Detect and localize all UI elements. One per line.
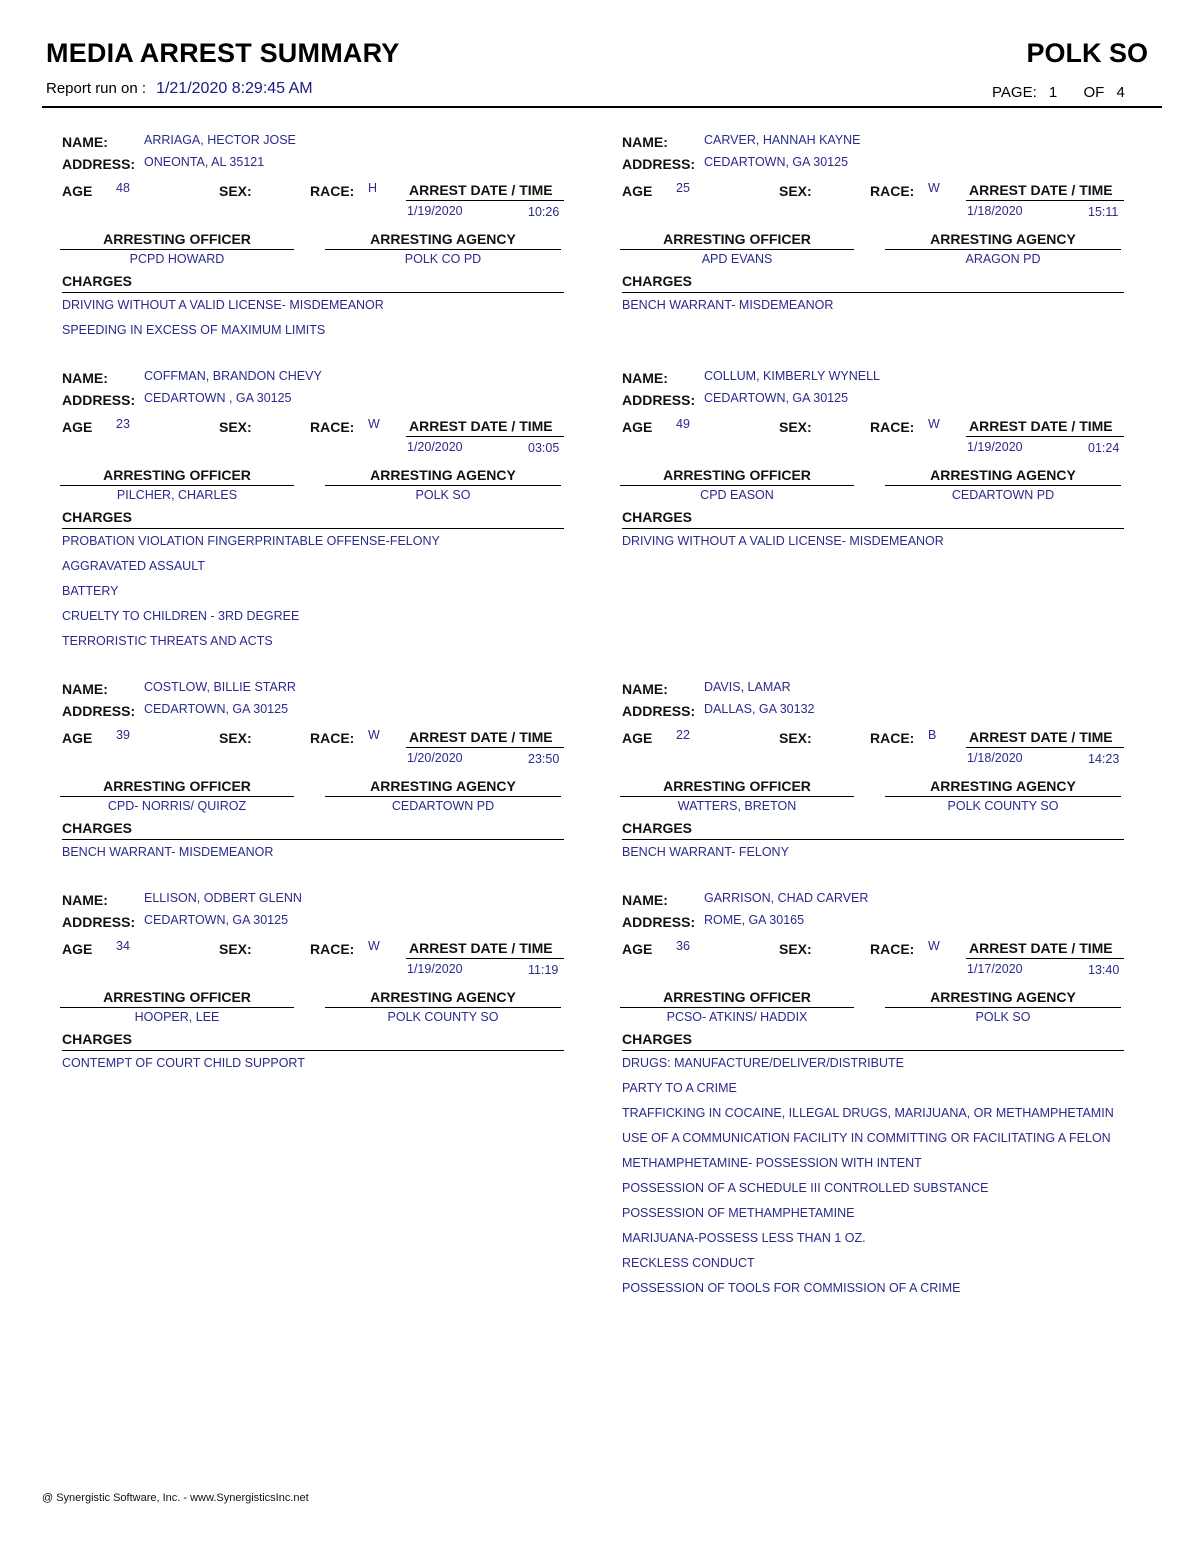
agency-title: POLK SO — [1026, 38, 1148, 68]
address-label: ADDRESS: — [62, 156, 136, 172]
age-label: AGE — [622, 730, 653, 746]
arresting-agency-label: ARRESTING AGENCY — [370, 467, 516, 483]
charge-item: TERRORISTIC THREATS AND ACTS — [62, 634, 273, 648]
officer-divider — [60, 485, 294, 486]
charge-item: PROBATION VIOLATION FINGERPRINTABLE OFFENSE-FELONY — [62, 534, 440, 548]
officer-divider — [60, 249, 294, 250]
charge-item: MARIJUANA-POSSESS LESS THAN 1 OZ. — [622, 1231, 866, 1245]
officer-divider — [620, 485, 854, 486]
age-value: 25 — [676, 181, 690, 195]
age-value: 22 — [676, 728, 690, 742]
name-label: NAME: — [62, 370, 108, 386]
arresting-agency-label: ARRESTING AGENCY — [930, 778, 1076, 794]
arrest-date: 1/19/2020 — [407, 962, 463, 976]
arrest-record — [622, 677, 1127, 877]
address-value: DALLAS, GA 30132 — [704, 702, 815, 716]
page-label: PAGE: — [992, 84, 1037, 101]
arrest-record — [62, 130, 567, 337]
charges-list — [622, 1056, 1162, 1306]
race-label: RACE: — [870, 183, 915, 199]
arrest-date-divider — [406, 747, 564, 748]
arrest-date-divider — [966, 747, 1124, 748]
charges-divider — [622, 528, 1124, 529]
arrest-time: 14:23 — [1088, 752, 1120, 766]
arrest-time: 13:40 — [1088, 963, 1120, 977]
address-value: CEDARTOWN , GA 30125 — [144, 391, 292, 405]
arresting-officer-value: PCPD HOWARD — [129, 252, 225, 266]
arresting-officer-value: WATTERS, BRETON — [677, 799, 797, 813]
charges-label: CHARGES — [62, 273, 133, 289]
race-label: RACE: — [310, 419, 355, 435]
agency-divider — [325, 485, 561, 486]
agency-divider — [325, 1007, 561, 1008]
age-value: 23 — [116, 417, 130, 431]
race-value: H — [368, 181, 378, 195]
name-label: NAME: — [622, 681, 668, 697]
address-value: CEDARTOWN, GA 30125 — [704, 391, 849, 405]
race-label: RACE: — [870, 941, 915, 957]
race-label: RACE: — [310, 941, 355, 957]
charge-item: BATTERY — [62, 584, 119, 598]
arresting-agency-value: ARAGON PD — [965, 252, 1041, 266]
sex-label: SEX: — [219, 183, 252, 199]
sex-label: SEX: — [779, 183, 812, 199]
arrest-date-time-label: ARREST DATE / TIME — [969, 729, 1113, 745]
address-label: ADDRESS: — [62, 914, 136, 930]
name-label: NAME: — [622, 134, 668, 150]
arresting-officer-label: ARRESTING OFFICER — [103, 778, 251, 794]
arresting-agency-value: CEDARTOWN PD — [391, 799, 495, 813]
charges-list — [62, 534, 602, 659]
name-value: ELLISON, ODBERT GLENN — [144, 891, 302, 905]
arresting-officer-label: ARRESTING OFFICER — [663, 467, 811, 483]
officer-divider — [620, 1007, 854, 1008]
name-value: COLLUM, KIMBERLY WYNELL — [704, 369, 880, 383]
charges-divider — [622, 292, 1124, 293]
arrest-date: 1/20/2020 — [407, 751, 463, 765]
arrest-date-divider — [406, 436, 564, 437]
name-value: CARVER, HANNAH KAYNE — [704, 133, 861, 147]
name-label: NAME: — [62, 681, 108, 697]
charge-item: CRUELTY TO CHILDREN - 3RD DEGREE — [62, 609, 300, 623]
race-label: RACE: — [870, 730, 915, 746]
sex-label: SEX: — [779, 419, 812, 435]
arrest-date-divider — [966, 200, 1124, 201]
charge-item: DRIVING WITHOUT A VALID LICENSE- MISDEMEANOR — [622, 534, 944, 548]
address-label: ADDRESS: — [622, 914, 696, 930]
charge-item: POSSESSION OF METHAMPHETAMINE — [622, 1206, 855, 1220]
charge-item: BENCH WARRANT- MISDEMEANOR — [622, 298, 834, 312]
race-value: W — [928, 417, 940, 431]
arrest-date-divider — [966, 436, 1124, 437]
charge-item: CONTEMPT OF COURT CHILD SUPPORT — [62, 1056, 305, 1070]
name-value: ARRIAGA, HECTOR JOSE — [144, 133, 296, 147]
race-label: RACE: — [870, 419, 915, 435]
arrest-time: 01:24 — [1088, 441, 1120, 455]
age-value: 39 — [116, 728, 130, 742]
arrest-record — [62, 677, 567, 877]
race-value: W — [928, 939, 940, 953]
race-label: RACE: — [310, 183, 355, 199]
page-number: 1 — [1048, 84, 1058, 101]
age-label: AGE — [622, 419, 653, 435]
charge-item: BENCH WARRANT- FELONY — [622, 845, 789, 859]
name-value: COFFMAN, BRANDON CHEVY — [144, 369, 322, 383]
sex-label: SEX: — [779, 941, 812, 957]
arrest-time: 10:26 — [528, 205, 560, 219]
sex-label: SEX: — [219, 419, 252, 435]
arresting-agency-label: ARRESTING AGENCY — [930, 989, 1076, 1005]
arresting-officer-label: ARRESTING OFFICER — [663, 989, 811, 1005]
race-value: W — [368, 939, 380, 953]
arrest-date-time-label: ARREST DATE / TIME — [969, 418, 1113, 434]
arrest-record — [62, 366, 567, 648]
age-label: AGE — [622, 941, 653, 957]
officer-divider — [620, 249, 854, 250]
race-value: B — [928, 728, 937, 742]
arrest-date-time-label: ARREST DATE / TIME — [409, 729, 553, 745]
age-value: 48 — [116, 181, 130, 195]
charges-list — [622, 845, 1162, 870]
arresting-officer-value: CPD- NORRIS/ QUIROZ — [107, 799, 247, 813]
header-divider — [42, 106, 1162, 108]
arrest-time: 15:11 — [1088, 205, 1119, 219]
sex-label: SEX: — [779, 730, 812, 746]
address-value: CEDARTOWN, GA 30125 — [144, 913, 289, 927]
charges-divider — [622, 839, 1124, 840]
charge-item: POSSESSION OF A SCHEDULE III CONTROLLED SUBSTANCE — [622, 1181, 989, 1195]
page-title: MEDIA ARREST SUMMARY — [46, 38, 400, 68]
age-value: 49 — [676, 417, 690, 431]
charge-item: POSSESSION OF TOOLS FOR COMMISSION OF A CRIME — [622, 1281, 961, 1295]
charges-list — [622, 534, 1162, 559]
address-label: ADDRESS: — [622, 703, 696, 719]
arrest-date-time-label: ARREST DATE / TIME — [409, 418, 553, 434]
charges-list — [62, 845, 602, 870]
arresting-agency-label: ARRESTING AGENCY — [370, 778, 516, 794]
charges-divider — [62, 839, 564, 840]
sex-label: SEX: — [219, 730, 252, 746]
address-label: ADDRESS: — [62, 392, 136, 408]
agency-divider — [885, 1007, 1121, 1008]
race-value: W — [368, 417, 380, 431]
age-label: AGE — [62, 730, 93, 746]
page-total: 4 — [1116, 84, 1125, 101]
address-value: CEDARTOWN, GA 30125 — [704, 155, 849, 169]
arresting-officer-label: ARRESTING OFFICER — [663, 231, 811, 247]
name-value: COSTLOW, BILLIE STARR — [144, 680, 296, 694]
age-label: AGE — [62, 183, 93, 199]
age-value: 34 — [116, 939, 130, 953]
arresting-agency-label: ARRESTING AGENCY — [370, 231, 516, 247]
charges-label: CHARGES — [622, 509, 693, 525]
arresting-agency-label: ARRESTING AGENCY — [370, 989, 516, 1005]
charges-divider — [62, 1050, 564, 1051]
arrest-date-time-label: ARREST DATE / TIME — [969, 940, 1113, 956]
charge-item: BENCH WARRANT- MISDEMEANOR — [62, 845, 274, 859]
footer: @ Synergistic Software, Inc. - www.SynergisticsInc.net — [42, 1492, 309, 1504]
charge-item: SPEEDING IN EXCESS OF MAXIMUM LIMITS — [62, 323, 326, 337]
age-label: AGE — [62, 419, 93, 435]
charge-item: PARTY TO A CRIME — [622, 1081, 737, 1095]
age-label: AGE — [62, 941, 93, 957]
address-label: ADDRESS: — [622, 156, 696, 172]
charges-divider — [62, 528, 564, 529]
arresting-agency-value: POLK COUNTY SO — [947, 799, 1059, 813]
charges-label: CHARGES — [622, 273, 693, 289]
arresting-officer-label: ARRESTING OFFICER — [663, 778, 811, 794]
arresting-officer-value: CPD EASON — [700, 488, 774, 502]
arrest-record — [622, 130, 1127, 330]
arresting-agency-value: POLK COUNTY SO — [387, 1010, 499, 1024]
arrest-record — [622, 888, 1127, 1295]
arresting-agency-value: CEDARTOWN PD — [951, 488, 1055, 502]
charge-item: AGGRAVATED ASSAULT — [62, 559, 205, 573]
name-value: DAVIS, LAMAR — [704, 680, 791, 694]
agency-divider — [885, 249, 1121, 250]
arrest-date-divider — [966, 958, 1124, 959]
arrest-date-time-label: ARREST DATE / TIME — [409, 940, 553, 956]
name-value: GARRISON, CHAD CARVER — [704, 891, 869, 905]
charges-divider — [622, 1050, 1124, 1051]
agency-divider — [325, 796, 561, 797]
arresting-officer-value: PCSO- ATKINS/ HADDIX — [666, 1010, 808, 1024]
arresting-officer-value: APD EVANS — [701, 252, 773, 266]
arresting-officer-value: HOOPER, LEE — [134, 1010, 220, 1024]
arresting-officer-value: PILCHER, CHARLES — [116, 488, 238, 502]
arrest-record — [62, 888, 567, 1088]
name-label: NAME: — [62, 134, 108, 150]
arrest-date: 1/18/2020 — [967, 751, 1023, 765]
arresting-agency-label: ARRESTING AGENCY — [930, 467, 1076, 483]
address-value: ROME, GA 30165 — [704, 913, 805, 927]
age-label: AGE — [622, 183, 653, 199]
charge-item: TRAFFICKING IN COCAINE, ILLEGAL DRUGS, MARIJUANA, OR METHAMPHETAMIN — [622, 1106, 1114, 1120]
name-label: NAME: — [622, 892, 668, 908]
agency-divider — [885, 485, 1121, 486]
report-run-label: Report run on : — [46, 80, 147, 97]
arrest-date-time-label: ARREST DATE / TIME — [969, 182, 1113, 198]
report-run-value: 1/21/2020 8:29:45 AM — [156, 80, 313, 97]
arrest-date: 1/17/2020 — [967, 962, 1023, 976]
race-value: W — [368, 728, 380, 742]
charge-item: DRUGS: MANUFACTURE/DELIVER/DISTRIBUTE — [622, 1056, 904, 1070]
arrest-time: 03:05 — [528, 441, 560, 455]
arrest-date: 1/20/2020 — [407, 440, 463, 454]
officer-divider — [60, 1007, 294, 1008]
charges-divider — [62, 292, 564, 293]
arresting-agency-label: ARRESTING AGENCY — [930, 231, 1076, 247]
charges-label: CHARGES — [62, 509, 133, 525]
agency-divider — [325, 249, 561, 250]
arrest-date: 1/19/2020 — [967, 440, 1023, 454]
charge-item: RECKLESS CONDUCT — [622, 1256, 755, 1270]
charges-label: CHARGES — [622, 820, 693, 836]
arresting-officer-label: ARRESTING OFFICER — [103, 989, 251, 1005]
of-label: OF — [1083, 84, 1105, 101]
age-value: 36 — [676, 939, 690, 953]
address-value: ONEONTA, AL 35121 — [144, 155, 265, 169]
address-value: CEDARTOWN, GA 30125 — [144, 702, 289, 716]
race-value: W — [928, 181, 940, 195]
name-label: NAME: — [62, 892, 108, 908]
charge-item: METHAMPHETAMINE- POSSESSION WITH INTENT — [622, 1156, 922, 1170]
charges-list — [62, 298, 602, 348]
report-run — [46, 80, 313, 98]
arresting-agency-value: POLK SO — [415, 488, 471, 502]
arrest-time: 11:19 — [528, 963, 559, 977]
page-info — [992, 84, 1125, 101]
address-label: ADDRESS: — [622, 392, 696, 408]
charges-label: CHARGES — [62, 1031, 133, 1047]
officer-divider — [620, 796, 854, 797]
charges-list — [62, 1056, 602, 1081]
charges-list — [622, 298, 1162, 323]
race-label: RACE: — [310, 730, 355, 746]
address-label: ADDRESS: — [62, 703, 136, 719]
arrest-record — [622, 366, 1127, 566]
agency-divider — [885, 796, 1121, 797]
arrest-date-divider — [406, 200, 564, 201]
charge-item: USE OF A COMMUNICATION FACILITY IN COMMITTING OR FACILITATING A FELON — [622, 1131, 1111, 1145]
charge-item: DRIVING WITHOUT A VALID LICENSE- MISDEMEANOR — [62, 298, 384, 312]
charges-label: CHARGES — [62, 820, 133, 836]
arrest-date: 1/18/2020 — [967, 204, 1023, 218]
arrest-time: 23:50 — [528, 752, 560, 766]
arresting-officer-label: ARRESTING OFFICER — [103, 231, 251, 247]
arresting-agency-value: POLK CO PD — [404, 252, 482, 266]
arresting-agency-value: POLK SO — [975, 1010, 1031, 1024]
officer-divider — [60, 796, 294, 797]
arrest-date-time-label: ARREST DATE / TIME — [409, 182, 553, 198]
name-label: NAME: — [622, 370, 668, 386]
arrest-date-divider — [406, 958, 564, 959]
charges-label: CHARGES — [622, 1031, 693, 1047]
arrest-date: 1/19/2020 — [407, 204, 463, 218]
arresting-officer-label: ARRESTING OFFICER — [103, 467, 251, 483]
sex-label: SEX: — [219, 941, 252, 957]
